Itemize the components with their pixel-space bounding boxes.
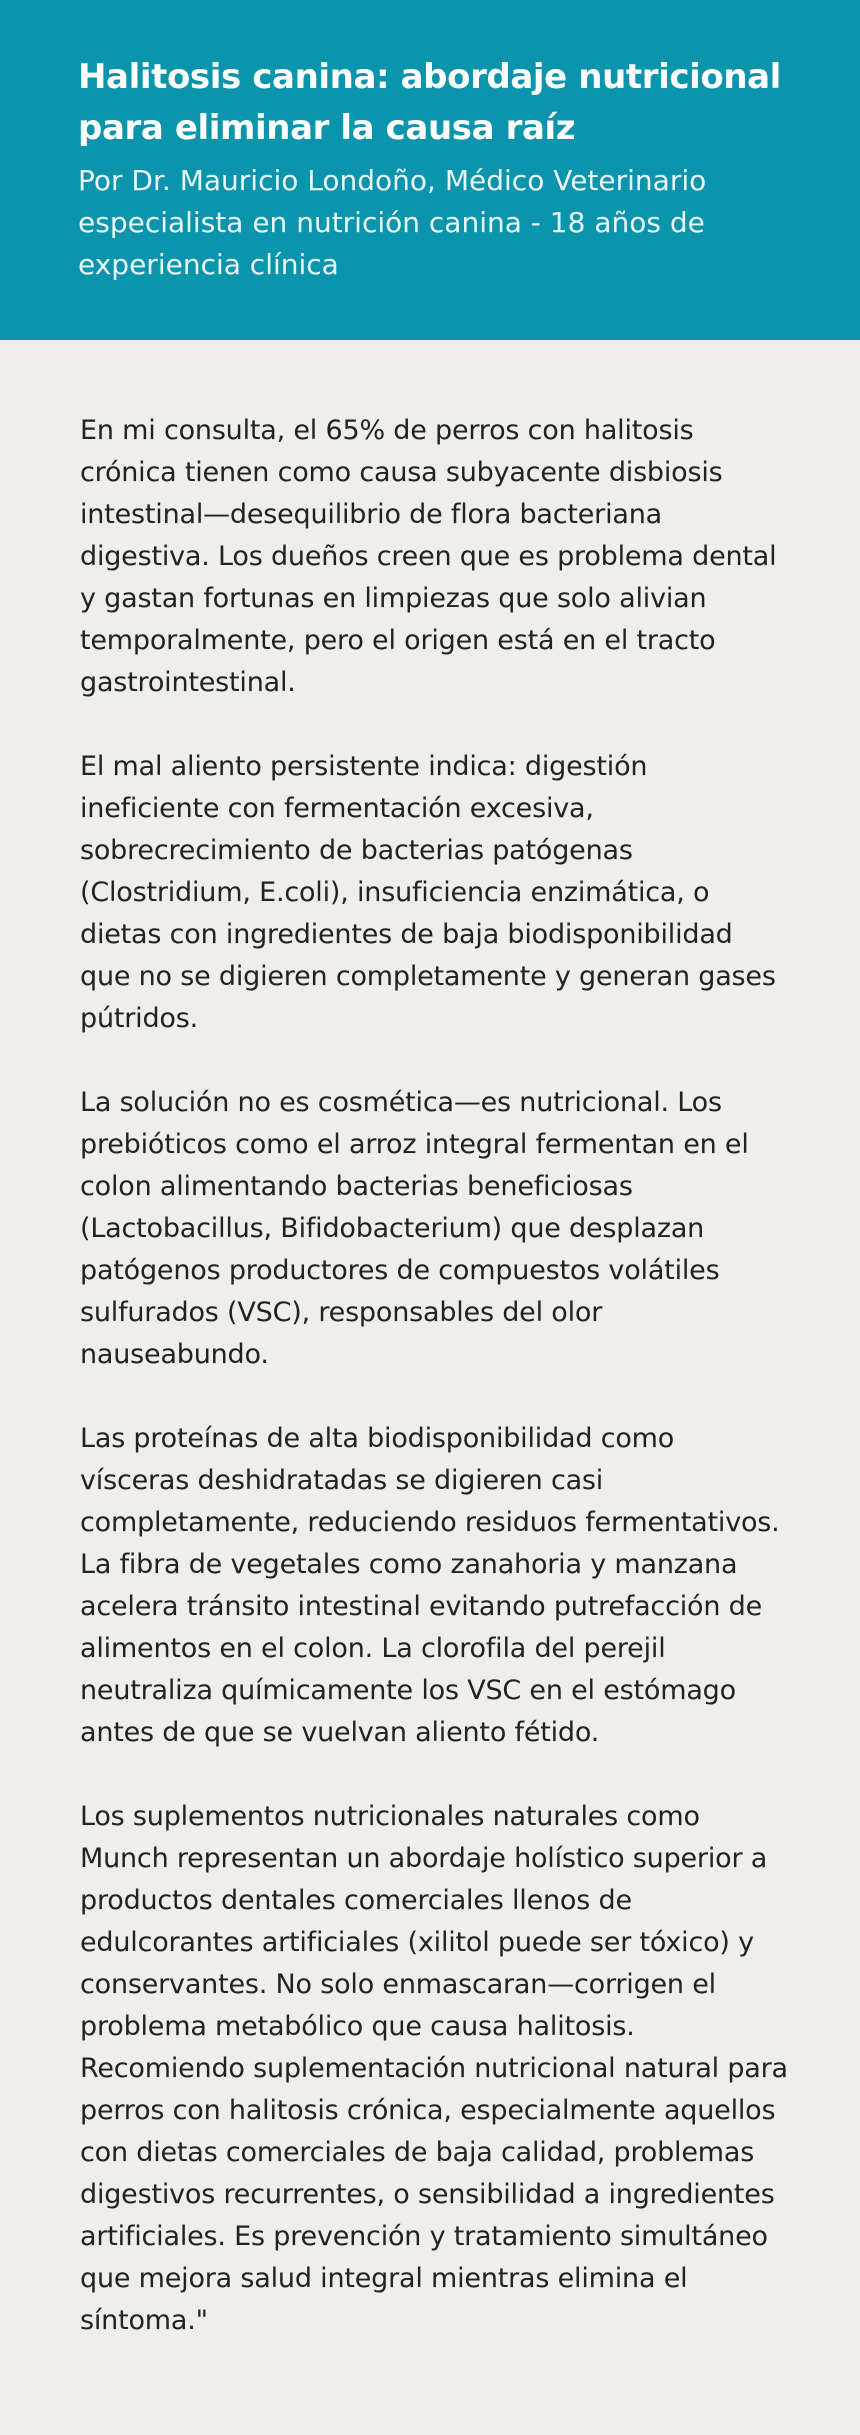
article-paragraph: La solución no es cosmética—es nutricional. Los prebióticos como el arroz integral fermentan en el colon alimentando bacterias beneficiosas (Lactobacillus, Bifidobacterium) que desplazan patógenos productores de compuestos volátiles sulfurados (VSC), responsables del olor nauseabundo.: [80, 1087, 749, 1370]
article-paragraph: Las proteínas de alta biodisponibilidad como vísceras deshidratadas se digieren casi completamente, reduciendo residuos fermentativos. La fibra de vegetales como zanahoria y manzana acelera tránsito intestinal evitando putrefacción de alimentos en el colon. La clorofila del perejil neutraliza químicamente los VSC en el estómago antes de que se vuelvan aliento fétido.: [80, 1423, 780, 1748]
article-paragraph: Los suplementos nutricionales naturales como Munch representan un abordaje holístico superior a productos dentales comerciales llenos de edulcorantes artificiales (xilitol puede ser tóxico) y conservantes. No solo enmascaran—corrigen el problema metabólico que causa halitosis. Recomiendo suplementación nutricional natural para perros con halitosis crónica, especialmente aquellos con dietas comerciales de baja calidad, problemas digestivos recurrentes, o sensibilidad a ingredientes artificiales. Es prevención y tratamiento simultáneo que mejora salud integral mientras elimina el síntoma.": [80, 1801, 788, 2336]
author-byline: Por Dr. Mauricio Londoño, Médico Veterinario especialista en nutrición canina - 18 años de experiencia clínica: [78, 164, 707, 281]
article-paragraph: En mi consulta, el 65% de perros con halitosis crónica tienen como causa subyacente disbiosis intestinal—desequilibrio de flora bacteriana digestiva. Los dueños creen que es problema dental y gastan fortunas en limpiezas que solo alivian temporalmente, pero el origen está en el tracto gastrointestinal.: [80, 415, 777, 698]
article-body: [0, 340, 860, 2342]
article-title: Halitosis canina: abordaje nutricional para eliminar la causa raíz: [78, 57, 781, 148]
article-paragraph: El mal aliento persistente indica: digestión ineficiente con fermentación excesiva, sobrecrecimiento de bacterias patógenas (Clostridium, E.coli), insuficiencia enzimática, o dietas con ingredientes de baja biodisponibilidad que no se digieren completamente y generan gases pútridos.: [80, 751, 776, 1034]
article-header: [0, 0, 860, 340]
